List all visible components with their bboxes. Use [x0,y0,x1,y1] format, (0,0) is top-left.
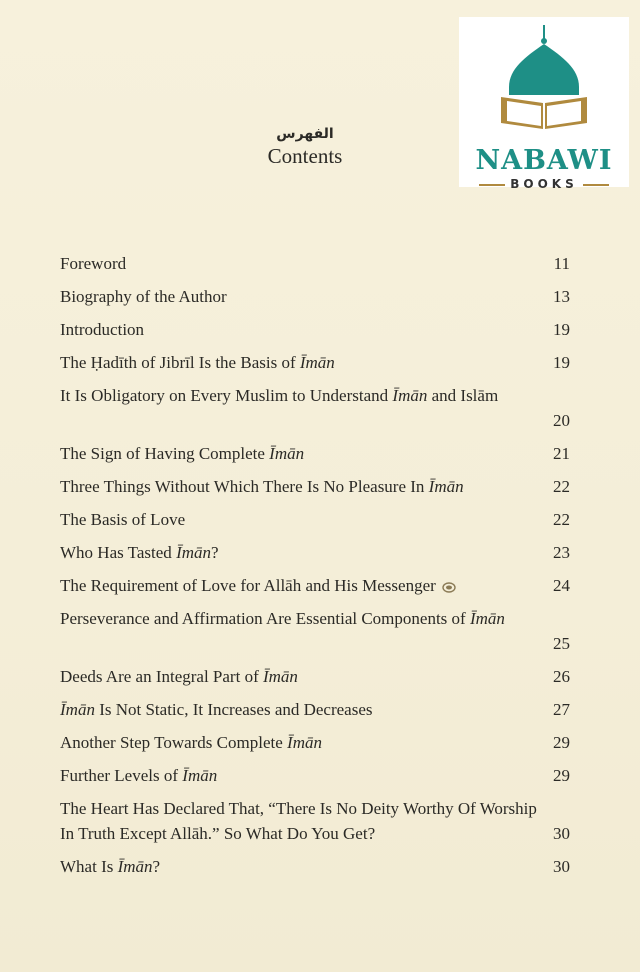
toc-title-text: Is Not Static, It Increases and Decreases [94,700,373,719]
toc-entry[interactable] [60,474,580,499]
toc-page-number: 29 [553,733,570,752]
toc-entry-title [60,383,540,408]
toc-page-number: 26 [553,667,570,686]
toc-entry-title [60,796,540,846]
toc-title-text: Perseverance and Affirmation Are Essential Components of [60,609,470,628]
toc-page-number: 30 [553,857,570,876]
toc-entry-title [60,284,540,309]
salutation-seal-icon [442,582,456,593]
toc-page-number: 24 [553,576,570,595]
toc-title-emphasis: Īmān [176,543,212,562]
toc-title-text: The Requirement of Love for Allāh and His Messenger [60,576,436,595]
toc-entry[interactable] [60,540,580,565]
toc-title-text: Introduction [60,320,145,339]
toc-entry[interactable] [60,730,580,755]
toc-title-text: The Heart Has Declared That, “There Is No Deity Worthy Of Worship In Truth Except Allāh.” So What Do You Get? [60,799,537,843]
toc-entry-title [60,441,540,466]
toc-entry-title [60,664,540,689]
dome-book-icon [459,17,629,147]
toc-entry[interactable] [60,854,580,879]
logo-name: NABAWI [475,145,613,176]
toc-page-number: 29 [553,766,570,785]
toc-entry-title [60,350,540,375]
toc-title-emphasis: Īmān [117,857,153,876]
toc-entry[interactable] [60,383,580,433]
toc-entry-title [60,540,540,565]
toc-entry[interactable] [60,350,580,375]
toc-entry-title [60,854,540,879]
toc-title-emphasis: Īmān [60,700,95,719]
arabic-heading: الفهرس [276,126,334,142]
toc-title-emphasis: Īmān [262,667,298,686]
nabawi-books-logo [459,17,629,191]
toc-entry-title [60,474,540,499]
toc-title-text: Deeds Are an Integral Part of [60,667,263,686]
toc-title-text: ? [152,857,161,876]
toc-title-text: The Sign of Having Complete [60,444,270,463]
toc-page-number: 19 [553,320,570,339]
toc-title-text: It Is Obligatory on Every Muslim to Understand [60,386,393,405]
toc-page-number: 20 [553,411,570,430]
toc-title-text: ? [211,543,219,562]
toc-entry-title [60,730,540,755]
toc-entry-title [60,697,540,722]
toc-title-text: What Is [60,857,118,876]
toc-entry[interactable] [60,664,580,689]
toc-page-number: 21 [553,444,570,463]
toc-title-text: Another Step Towards Complete [60,733,288,752]
toc-page-number: 30 [553,824,570,843]
toc-page-number: 11 [553,254,570,273]
toc-page-number: 13 [553,287,570,306]
toc-entry-title [60,606,540,631]
toc-title-text: The Basis of Love [60,510,186,529]
toc-title-text: Biography of the Author [60,287,227,306]
toc-entry-title [60,763,540,788]
toc-title-emphasis: Īmān [269,444,305,463]
toc-title-text: The Ḥadīth of Jibrīl Is the Basis of [60,353,300,372]
toc-entry-title [60,251,540,276]
toc-page-number: 23 [553,543,570,562]
toc-title-emphasis: Īmān [428,477,464,496]
page-title: Contents [267,144,343,168]
toc-title-emphasis: Īmān [299,353,335,372]
toc-title-emphasis: Īmān [287,733,322,752]
toc-page-number: 19 [553,353,570,372]
toc-entry-title [60,317,540,342]
toc-title-emphasis: Īmān [392,386,428,405]
toc-title-text: and Islām [427,386,499,405]
toc-entry[interactable] [60,441,580,466]
toc-entry-title [60,573,540,598]
toc-title-text: Who Has Tasted [60,543,177,562]
logo-subtitle [459,177,629,191]
toc-entry-title [60,507,540,532]
toc-title-emphasis: Īmān [182,766,218,785]
toc-entry[interactable] [60,251,580,276]
toc-entry[interactable] [60,573,580,598]
toc-title-text: Further Levels of [60,766,183,785]
toc-entry[interactable] [60,284,580,309]
toc-entry[interactable] [60,317,580,342]
toc-page-number: 22 [553,477,570,496]
logo-sub-text: BOOKS [510,177,578,191]
toc-page-number: 22 [553,510,570,529]
toc-page-number: 25 [553,634,570,653]
toc-entry[interactable] [60,796,580,846]
logo-dash-right [583,184,609,186]
toc-title-text: Foreword [60,254,127,273]
toc-entry[interactable] [60,507,580,532]
toc-title-emphasis: Īmān [469,609,505,628]
toc-page-number: 27 [553,700,570,719]
toc-entry[interactable] [60,697,580,722]
toc-entry[interactable] [60,763,580,788]
logo-dash-left [479,184,505,186]
toc-entry[interactable] [60,606,580,656]
toc-title-text: Three Things Without Which There Is No Pleasure In [60,477,429,496]
